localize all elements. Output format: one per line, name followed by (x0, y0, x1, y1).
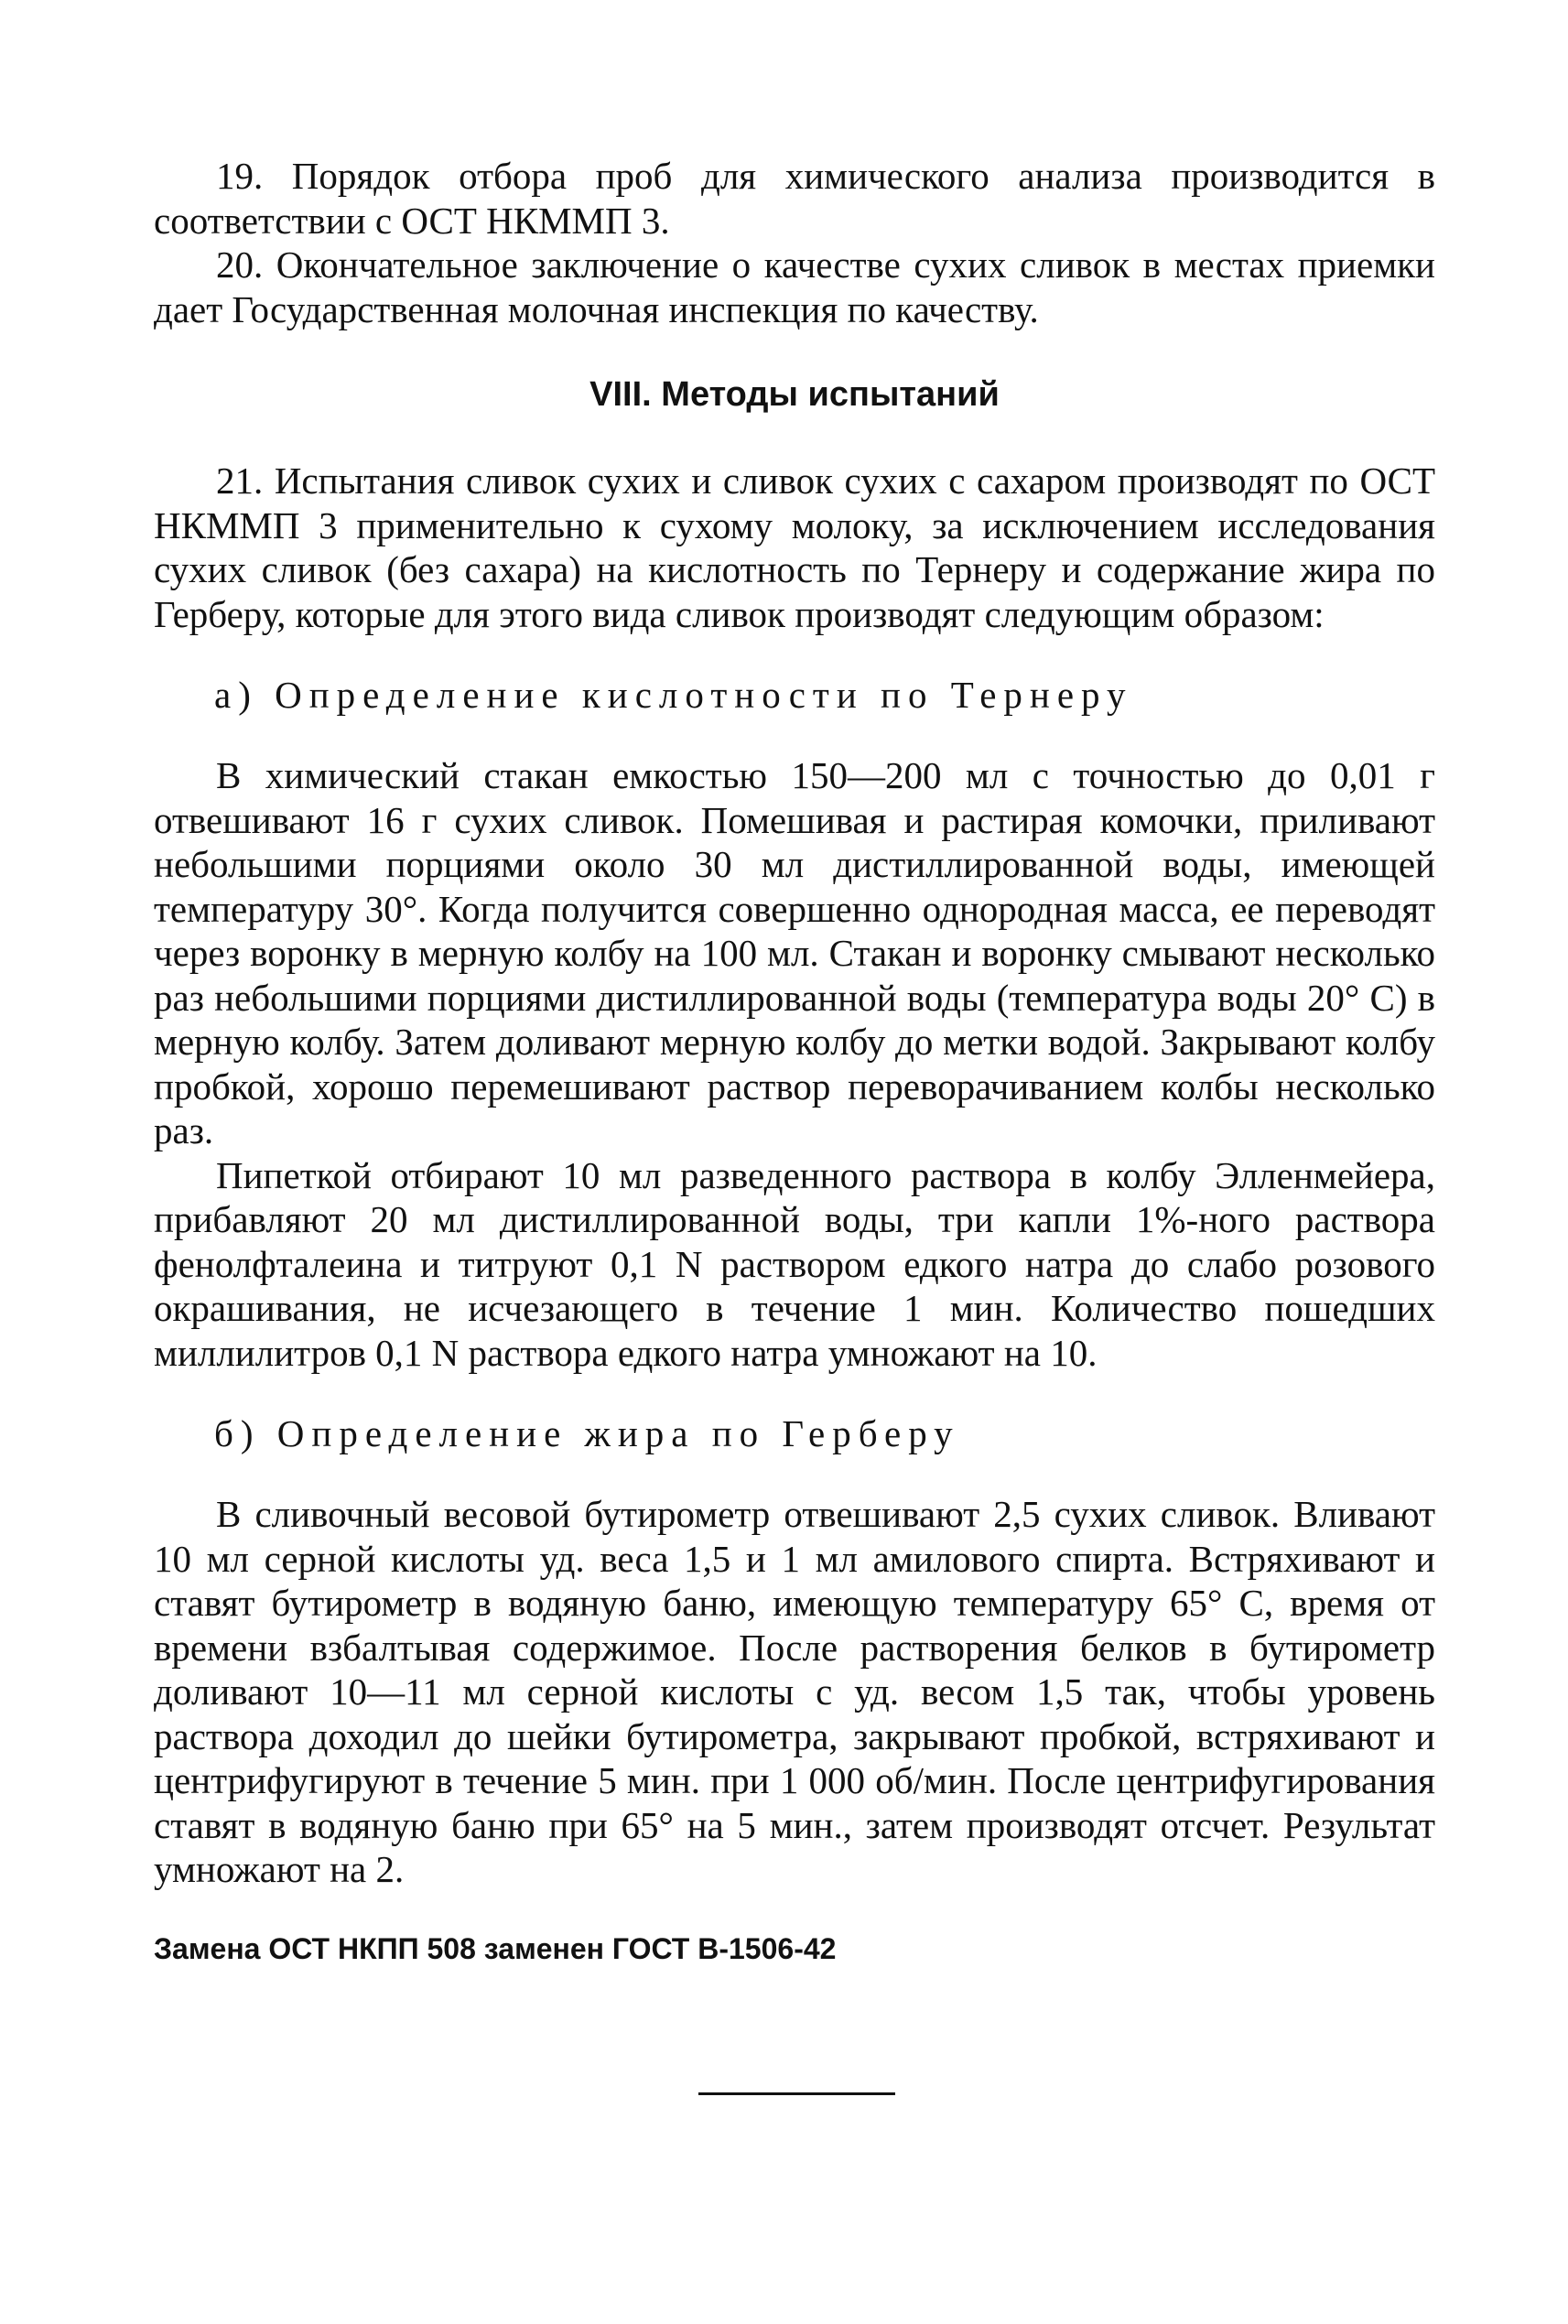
subheading-fat: б) Определение жира по Герберу (214, 1412, 960, 1454)
paragraph-19: 19. Порядок отбора проб для химического анализа производится в соответствии с ОСТ НКММП 3. (154, 155, 1435, 242)
paragraph-acidity-titration: Пипеткой отбирают 10 мл разведенного раствора в колбу Элленмейера, прибавляют 20 мл дистиллированной воды, три капли 1%-ного раствора фенолфталеина и титруют 0,1 N раствором едкого натра до слабо розового окрашивания, не исчезающего в течение 1 мин. Количество пошедших миллилитров 0,1 N раствора едкого натра умножают на 10. (154, 1153, 1435, 1374)
end-divider (698, 2092, 895, 2095)
paragraph-fat-procedure: В сливочный весовой бутирометр отвешивают 2,5 сухих сливок. Вливают 10 мл серной кислоты уд. веса 1,5 и 1 мл амилового спирта. Встряхивают и ставят бутирометр в водяную баню, имеющую температуру 65° С, время от времени взбалтывая содержимое. После растворения белков в бутирометр доливают 10—11 мл серной кислоты с уд. весом 1,5 так, чтобы уровень раствора доходил до шейки бутирометра, закрывают пробкой, встряхивают и центрифугируют в течение 5 мин. при 1 000 об/мин. После центрифугирования ставят в водяную баню при 65° на 5 мин., затем производят отсчет. Результат умножают на 2. (154, 1493, 1435, 1890)
paragraph-acidity-procedure: В химический стакан емкостью 150—200 мл с точностью до 0,01 г отвешивают 16 г сухих сливок. Помешивая и растирая комочки, приливают небольшими порциями около 30 мл дистиллированной воды, имеющей температуру 30°. Когда получится совершенно однородная масса, ее переводят через воронку в мерную колбу на 100 мл. Стакан и воронку смывают несколько раз небольшими порциями дистиллированной воды (температура воды 20° С) в мерную колбу. Затем доливают мерную колбу до метки водой. Закрывают колбу пробкой, хорошо перемешивают раствор переворачиванием колбы несколько раз. (154, 754, 1435, 1151)
subheading-acidity: а) Определение кислотности по Тернеру (214, 674, 1133, 716)
paragraph-20: 20. Окончательное заключение о качестве сухих сливок в местах приемки дает Государственная молочная инспекция по качеству. (154, 243, 1435, 330)
document-page (154, 154, 1435, 1969)
footnote: Замена ОСТ НКПП 508 заменен ГОСТ В-1506-42 (154, 1931, 837, 1965)
paragraph-21: 21. Испытания сливок сухих и сливок сухих с сахаром производят по ОСТ НКММП 3 применительно к сухому молоку, за исключением исследования сухих сливок (без сахара) на кислотность по Тернеру и содержание жира по Герберу, которые для этого вида сливок производят следующим образом: (154, 459, 1435, 635)
section-heading: VIII. Методы испытаний (589, 375, 1000, 414)
